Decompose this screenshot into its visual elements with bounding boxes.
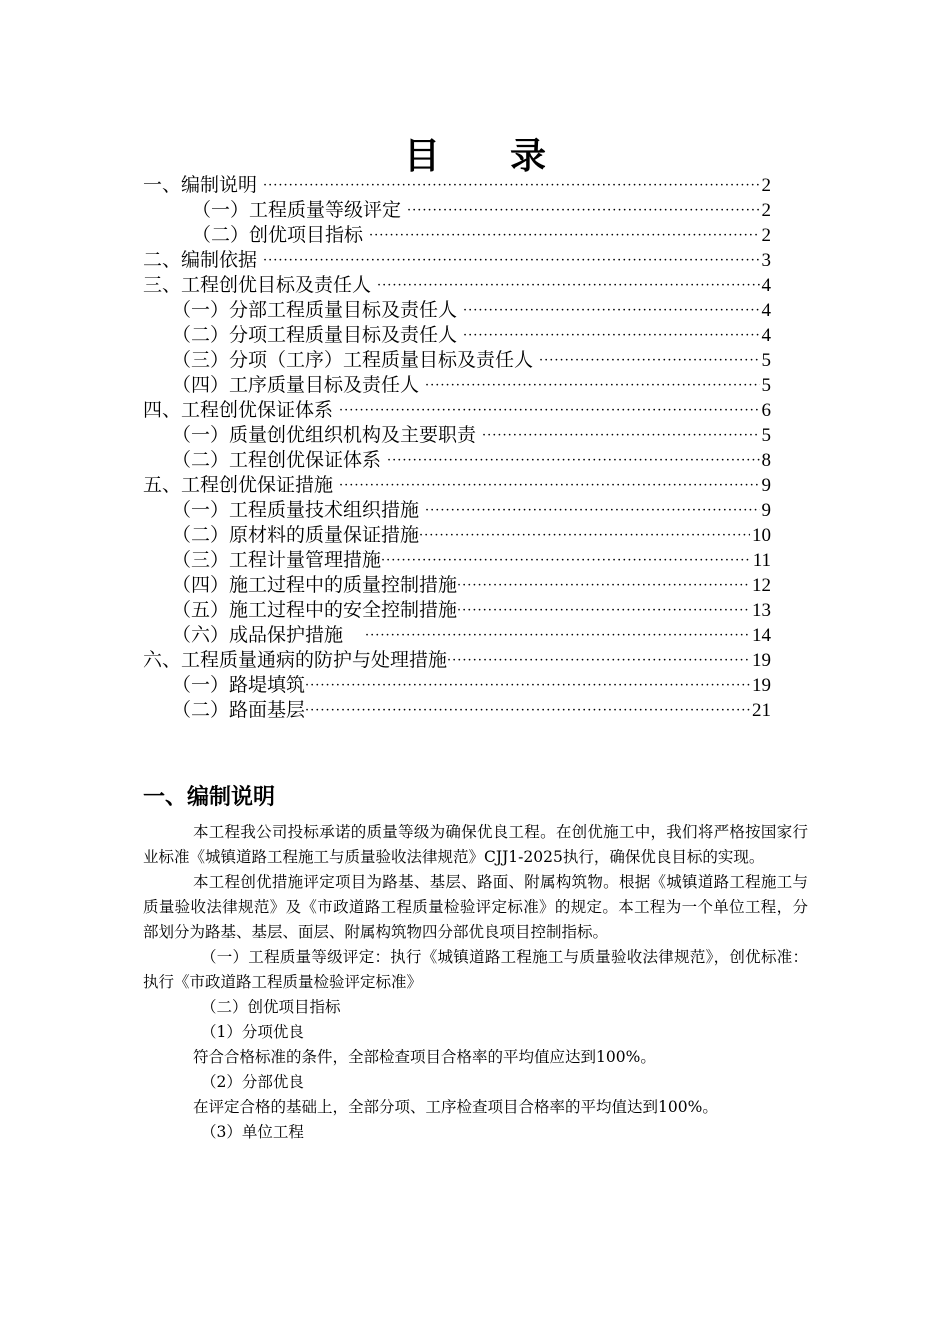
toc-entry[interactable]: 二、编制依据 ····· 3 [143, 248, 771, 273]
toc-entry[interactable]: 五、工程创优保证措施 ····· 9 [143, 473, 771, 498]
toc-entry[interactable]: （四）施工过程中的质量控制措施 ····· 12 [143, 573, 771, 598]
paragraph: 本工程创优措施评定项目为路基、基层、路面、附属构筑物。根据《城镇道路工程施工与质量验收法律规范》及《市政道路工程质量检验评定标准》的规定。本工程为一个单位工程，分部划分为路基、基层、面层、附属构筑物四分部优良项目控制指标。 [143, 873, 808, 941]
paragraph: 在评定合格的基础上，全部分项、工序检查项目合格率的平均值达到100%。 [193, 1098, 718, 1116]
toc-entry[interactable]: （一）工程质量技术组织措施 ····· 9 [143, 498, 771, 523]
toc-entry[interactable]: （三）工程计量管理措施 ····· 11 [143, 548, 771, 573]
paragraph: （2）分部优良 [201, 1073, 304, 1091]
toc-entry[interactable]: （二）原材料的质量保证措施 ····· 10 [143, 523, 771, 548]
paragraph: （二）创优项目指标 [201, 998, 341, 1016]
section-heading: 一、编制说明 [143, 785, 276, 810]
toc-entry[interactable]: 四、工程创优保证体系 ····· 6 [143, 398, 771, 423]
paragraph: 符合合格标准的条件，全部检查项目合格率的平均值应达到100%。 [193, 1048, 656, 1066]
toc-title-char-1: 目 [403, 136, 440, 177]
toc-entry[interactable]: （三）分项（工序）工程质量目标及责任人 ····· 5 [143, 348, 771, 373]
toc-entry[interactable]: 三、工程创优目标及责任人 ····· 4 [143, 273, 771, 298]
toc-entry[interactable]: （六）成品保护措施 ····· 14 [143, 623, 771, 648]
section-body [143, 820, 808, 1145]
toc-entry[interactable]: 六、工程质量通病的防护与处理措施 ····· 19 [143, 648, 771, 673]
paragraph: （3）单位工程 [201, 1123, 304, 1141]
paragraph: （1）分项优良 [201, 1023, 304, 1041]
toc-entry[interactable]: （二）路面基层 ····· 21 [143, 698, 771, 723]
toc-entry[interactable]: （四）工序质量目标及责任人 ····· 5 [143, 373, 771, 398]
toc-entry[interactable]: （一）分部工程质量目标及责任人 ····· 4 [143, 298, 771, 323]
paragraph: 本工程我公司投标承诺的质量等级为确保优良工程。在创优施工中，我们将严格按国家行业标准《城镇道路工程施工与质量验收法律规范》CJJ1-2025执行，确保优良目标的实现。 [143, 823, 808, 866]
toc-entry[interactable]: （二）分项工程质量目标及责任人 ····· 4 [143, 323, 771, 348]
toc-entry[interactable]: （一）路堤填筑 ····· 19 [143, 673, 771, 698]
toc-entry[interactable]: （二）工程创优保证体系 ····· 8 [143, 448, 771, 473]
toc-entry[interactable]: （一）工程质量等级评定 ····· 2 [143, 198, 771, 223]
toc-entry[interactable]: 一、编制说明 ····· 2 [143, 173, 771, 198]
toc-entry[interactable]: （二）创优项目指标 ····· 2 [143, 223, 771, 248]
toc-entry[interactable]: （五）施工过程中的安全控制措施 ····· 13 [143, 598, 771, 623]
table-of-contents [143, 173, 771, 723]
toc-title [0, 128, 950, 179]
toc-entry[interactable]: （一）质量创优组织机构及主要职责 ····· 5 [143, 423, 771, 448]
toc-title-char-2: 录 [510, 136, 547, 177]
paragraph: （一）工程质量等级评定：执行《城镇道路工程施工与质量验收法律规范》，创优标准：执行《市政道路工程质量检验评定标准》 [143, 948, 808, 991]
